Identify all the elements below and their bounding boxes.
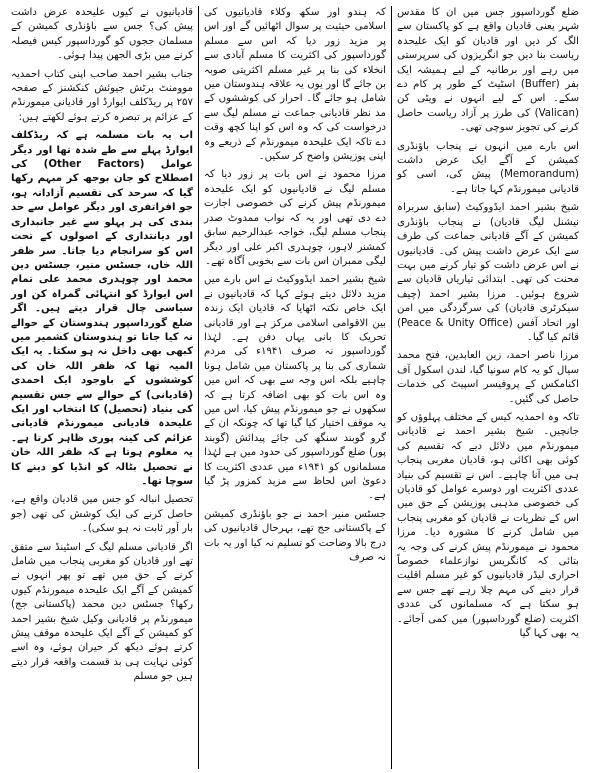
paragraph: اگر قادیانی مسلم لیگ کے اسٹینڈ سے متفق تھے اور قادیان کو مغربی پنجاب میں شامل کرنے کے حق میں تھے تو پھر انہوں نے کمیشن کے آگے ایک علیحدہ میمورنڈم کیوں رکھا؟ جسٹس دین محمد (پاکستانی جج) میمورنڈم پر قادیانی وکیل شیخ بشیر احمد کو کمیشن کے آگے ایک علیحدہ موقف پیش کرتے ہوئے دیکھ کر حیران ہوئے، وہ اسے کوئی نہایت ہی بد قسمت واقعہ قرار دیتے ہیں جو مسلم: [11, 541, 193, 683]
paragraph: مرزا محمود نے اس بات پر زور دیا کہ مسلم لیگ نے قادیانیوں کو ایک علیحدہ میمورنڈم پیش کرنے کی خصوصی اجازت دے دی تھی اور یہ کہ نواب ممدوٹ صدر پنجاب مسلم لیگ، خواجہ عبدالرحیم سابق کمشنر لاہور، چوہدری اکبر علی اور دیگر لیگی ممبران اس بات سے بخوبی آگاہ تھے۔: [204, 169, 386, 267]
paragraph: ضلع گورداسپور جس میں ان کا مقدس شہر یعنی قادیان واقع ہے کو پاکستان سے الگ کر دیں اور قادیان کو ایک علیحدہ ریاست بنا دیں جو انگریزوں کی سرپرستی میں رہے اور برطانیہ کے لیے ہمیشہ ایک بفر (Buffer) اسٹیٹ کے طور پر کام دے سکے۔ اس کے لیے انہوں نے ویٹی کن (Valican) کی طرز پر آزاد ریاست حاصل کرنے کی تجویز سوچی تھی۔: [397, 7, 579, 134]
paragraph: قادیانیوں نے کیوں علیحدہ عرض داشت پیش کی؟ جس سے باؤنڈری کمیشن کے مسلمان ججوں کو گورداسپور کیس فیصلہ کرنے میں بڑی الجھن پیدا ہوئی۔: [11, 7, 193, 62]
column-left: [6, 6, 199, 769]
paragraph: جسٹس منیر احمد نے جو باؤنڈری کمیشن کے پاکستانی جج تھے، بہرحال قادیانیوں کی درج بالا وضاحت کو تسلیم نہ کیا اور یہ بات نہ صرف: [203, 508, 386, 564]
paragraph: مرزا ناصر احمد، زین العابدین، فتح محمد سیال کو یہ کام سونپا گیا، لندن اسکول آف اکنامکس کے پروفیسر اسپیٹ کی خدمات حاصل کی گئیں۔: [397, 350, 579, 405]
paragraph: اس بارے میں انہوں نے پنجاب باؤنڈری کمیشن کے آگے ایک عرض داشت (Memorandum) پیش کی، اسی کو قادیانی میمورنڈم کہا جاتا ہے۔: [397, 140, 579, 195]
column-right: [392, 6, 584, 769]
paragraph: جناب بشیر احمد صاحب اپنی کتاب احمدیہ موومنٹ برٹش جیوئش کنکشنز کے صفحہ ۲۵۷ پر ریڈکلف ایوارڈ اور قادیانی میمورنڈم کے عزائم پر تبصرہ کرتے ہوئے لکھتے ہیں:: [11, 68, 193, 123]
quoted-paragraph: اب یہ بات مسلمہ ہے کہ ریڈکلف ایوارڈ پہلے سے طے شدہ تھا اور دیگر عوامل (Other Factors) کی اصطلاح کو جان بوجھ کر مبہم رکھا گیا کہ سرحد کی تقسیم آزادانہ ہو، جو افراتفری اور دیگر عوامل سے حد بندی کی ہر پہلو سے غیر جانبداری اور دیانتداری کے اصولوں کے تحت اس کو سرانجام دیا جاتا۔ سر ظفر اللہ خاں، جسٹس منیر، جسٹس دین محمد اور چوہدری محمد علی تمام اس ایوارڈ کو انتہائی گمراہ کن اور سیاسی چال قرار دیتے ہیں۔ اگر ضلع گورداسپور ہندوستان کے حوالے نہ کیا جاتا تو ہندوستان کشمیر میں کبھی بھی داخل نہ ہو سکتا۔ یہ ایک المیہ تھا کہ ظفر اللہ خان کی کوششوں کے باوجود ایک احمدی (قادیانی) کے حوالے سے جس تقسیم کی بنیاد (تحصیل) کا انتخاب اور ایک علیحدہ قادیانی میمورنڈم قادیانی عزائم کی کینہ پوری ظاہر کرتا ہے۔ یہ معلوم ہوتا ہے کہ ظفر اللہ خان نے تحصیل بٹالہ کو انڈیا کو دینے کا سوچا تھا۔: [11, 130, 193, 487]
paragraph: کہ ہندو اور سکھ وکلاء قادیانیوں کی اسلامی حیثیت پر سوال اٹھائیں گے اور اس پر مزید زور دیا کہ اس سے مسلم گورداسپور کی اکثریت کا مسلم آبادی سے انخلاء کی بنا پر غیر مسلم اکثریتی صوبہ بن جائے گا اور یوں یہ علاقہ ہندوستان میں شامل ہو جائے گا۔ احرار کی کوششوں کے مد نظر قادیانی جماعت نے مسلم لیگ سے درخواست کی کہ وہ اس کو اپنا کچھ وقت دے تاکہ ایک علیحدہ میمورنڈم کے ذریعے وہ اپنی پوزیشن واضح کر سکیں۔: [204, 7, 386, 163]
paragraph: شیخ بشیر احمد ایڈووکیٹ (سابق سربراہ نیشنل لیگ قادیان) نے پنجاب باؤنڈری کمیشن کے آگے قادیانی جماعت کی طرف سے ایک عرض داشت پیش کی۔ قادیانیوں نے اس عرض داشت کو تیار کرنے میں بہت محنت کی تھی۔ ابتدائی تیاریاں قادیان سے شروع ہوئیں۔ مرزا بشیر احمد (چیف سیکرٹری قادیان) کی سرگردگی میں امن اور اتحاد آفس (Peace & Unity Office) قائم کیا گیا۔: [397, 202, 579, 343]
paragraph: تحصیل انبالہ کو جس میں قادیان واقع ہے، حاصل کرنے کی ایک کوشش کی تھی (جو بار آور ثابت نہ ہو سکی)۔: [11, 494, 193, 535]
column-middle: [199, 6, 392, 769]
paragraph: شیخ بشیر احمد ایڈووکیٹ نے اس بارے میں مزید دلائل دیتے ہوئے کہا کہ قادیانیوں نے ایک خاص نکتہ اٹھایا کہ قادیان ایک زندہ بین الاقوامی اسلامی مرکز ہے اور قادیانی تحریک کا بانی یہاں دفن ہے۔ لہٰذا گورداسپور نہ صرف ۱۹۴۱ء کی مردم شماری کی بنا پر پاکستان میں شامل ہونا چاہیے بلکہ اس وجہ سے بھی کہ اس میں وہ اس بات کو بھی اضافہ کرتا ہے کہ سکھوں نے جو میمورنڈم پیش کیا، اس میں یہ موقف اختیار کیا گیا تھا کہ چونکہ ان کے گرو گوبند سنگھ کی جائے پیدائش (گوبند پور) ضلع گورداسپور کی حدود میں ہے لہٰذا مسلمانوں کو ۱۹۴۱ء میں عددی اکثریت کا دعویٰ اس لحاظ سے مزید کمزور پڑ گیا ہے۔: [204, 274, 387, 502]
paragraph: تاکہ وہ احمدیہ کیس کے مختلف پہلوؤں کو جانچیں۔ شیخ بشیر احمد نے قادیانی میمورنڈم میں دلائل دیے کہ تقسیم کی کوئی بھی اکائی ہو، قادیان مغربی پنجاب ہی میں آنا چاہیے۔ اس نے تقسیم کی بنیاد عددی اکثریت اور دوسرے عوامل کو قادیان کی خصوصی مذہبی پوزیشن کے حق میں اس کے نظریات نے قادیان کو مغربی پنجاب میں شامل کرنے کا مشورہ دیا۔ مرزا محمود نے میمورنڈم پیش کرنے کی وجہ یہ بتائی کہ کانگریس نوازعلماء خصوصاً احراری لیڈر قادیانیوں کو غیر مسلم اقلیت قرار دینے کی مہم چلا رہے تھے جس سے ہو سکتا ہے کہ مسلمانوں کی عددی اکثریت (ضلع گورداسپور) میں کمی آجائے۔ یہ بھی کہا گیا: [397, 411, 579, 640]
